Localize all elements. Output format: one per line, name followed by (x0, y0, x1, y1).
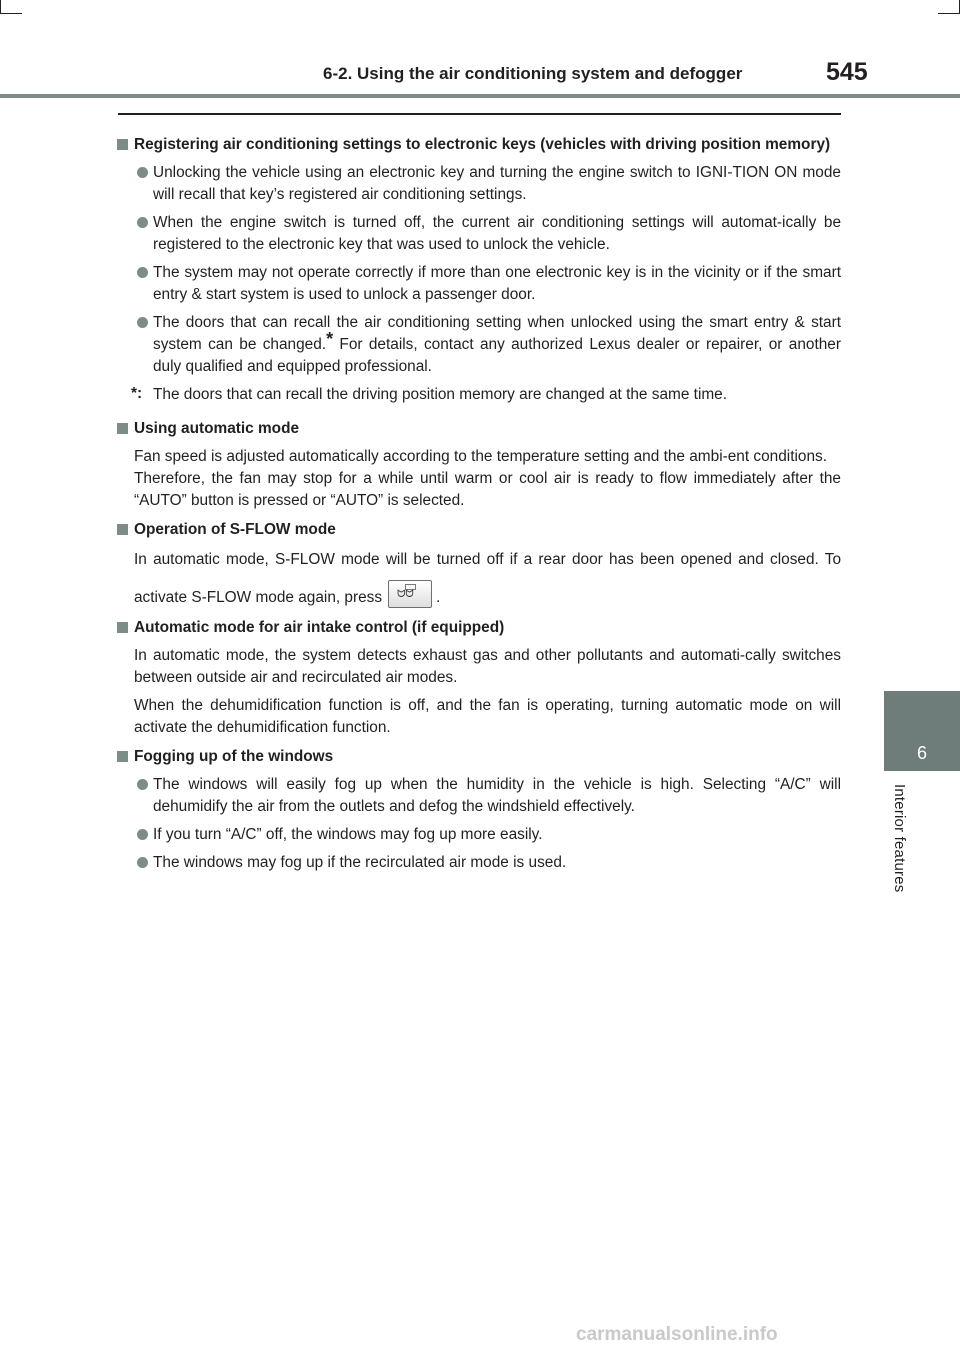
heading-text: Automatic mode for air intake control (if equipped) (134, 619, 505, 636)
list-item (117, 824, 841, 846)
bullet-dot-icon (137, 217, 148, 228)
list-item-text: The system may not operate correctly if more than one electronic key is in the vicinity or if the smart entry & start system is used to unlock a passenger door. (153, 264, 841, 303)
bullet-dot-icon (137, 267, 148, 278)
bullet-dot-icon (137, 857, 148, 868)
list-item (117, 262, 841, 306)
footnote-mark: *: (131, 385, 143, 402)
list-item (117, 852, 841, 874)
list-item-text: The windows may fog up if the recirculated air mode is used. (153, 854, 567, 871)
heading-square-icon (117, 751, 128, 762)
section-heading-automatic-mode (117, 418, 841, 440)
heading-square-icon (117, 622, 128, 633)
footnote (117, 384, 841, 406)
list-item-text: If you turn “A/C” off, the windows may fog up more easily. (153, 826, 543, 843)
bullet-dot-icon (137, 167, 148, 178)
paragraph: In automatic mode, the system detects exhaust gas and other pollutants and automati-cally switches between outside air and recirculated air modes. (134, 647, 841, 686)
heading-square-icon (117, 423, 128, 434)
bullet-dot-icon (137, 317, 148, 328)
section-heading-sflow (117, 519, 841, 541)
list-item-text: The windows will easily fog up when the humidity in the vehicle is high. Selecting “A/C” will dehumidify the air from the outlets and defog the windshield effectively. (153, 776, 841, 815)
footnote-star: * (326, 329, 334, 349)
paragraph: Therefore, the fan may stop for a while until warm or cool air is ready to flow immediately after the “AUTO” button is pressed or “AUTO” is selected. (134, 470, 841, 509)
section-heading-registering (117, 134, 841, 156)
section-heading-air-intake (117, 617, 841, 639)
chapter-section-title: 6-2. Using the air conditioning system and defogger (323, 64, 743, 83)
heading-square-icon (117, 524, 128, 535)
crop-mark (0, 13, 22, 14)
page-number: 545 (826, 58, 868, 86)
paragraph-text: . (436, 589, 441, 606)
chapter-tab (884, 691, 960, 771)
list-item-text: Unlocking the vehicle using an electronic key and turning the engine switch to IGNI-TION ON mode will recall that key’s registered air conditioning settings. (153, 164, 841, 203)
list-item (117, 162, 841, 206)
content-top-rule (118, 113, 841, 115)
list-item (117, 774, 841, 818)
heading-text: Operation of S-FLOW mode (134, 521, 336, 538)
list-item-text: For details, contact any authorized Lexus dealer or repairer, or another duly qualified and equipped professional. (153, 336, 841, 375)
chapter-tab-label: Interior features (891, 784, 908, 893)
footnote-text: The doors that can recall the driving position memory are changed at the same time. (153, 386, 728, 403)
watermark: carmanualsonline.info (576, 1324, 778, 1345)
section-heading-fogging (117, 746, 841, 768)
page-content (117, 127, 841, 874)
paragraph: Fan speed is adjusted automatically according to the temperature setting and the ambi-ent conditions. (134, 448, 827, 465)
list-item-text: When the engine switch is turned off, the current air conditioning settings will automat-ically be registered to the electronic key that was used to unlock the vehicle. (153, 214, 841, 253)
heading-text: Fogging up of the windows (134, 748, 334, 765)
heading-text: Registering air conditioning settings to electronic keys (vehicles with driving position memory) (134, 136, 831, 153)
s-flow-button-icon (388, 580, 432, 608)
paragraph-text: In automatic mode, S-FLOW mode will be turned off if a rear door has been opened and closed. To activate S-FLOW mode again, press (134, 551, 841, 606)
bullet-dot-icon (137, 779, 148, 790)
crop-mark (0, 0, 1, 14)
list-item (117, 212, 841, 256)
bullet-dot-icon (137, 829, 148, 840)
header-rule (0, 94, 960, 98)
paragraph: When the dehumidification function is off, and the fan is operating, turning automatic mode on will activate the dehumidification function. (134, 697, 841, 736)
list-item (117, 312, 841, 378)
paragraph (117, 541, 841, 617)
crop-mark (938, 13, 960, 14)
list-item-text: The doors that can recall the air conditioning setting when unlocked using the smart entry & start system can be changed. (153, 314, 841, 353)
chapter-number: 6 (916, 743, 927, 763)
heading-square-icon (117, 139, 128, 150)
heading-text: Using automatic mode (134, 420, 300, 437)
